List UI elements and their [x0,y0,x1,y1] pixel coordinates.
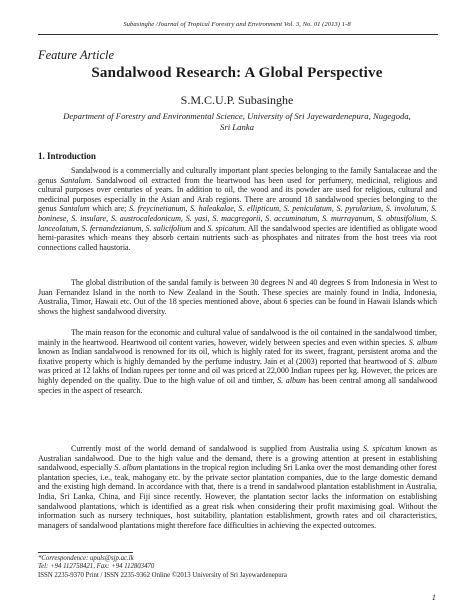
footnote-issn: ISSN 2235-9370 Print / ISSN 2235-9362 Online ©2013 University of Sri Jayewardenepura [38,572,287,579]
text-run: has been central among all sandalwood species in the aspect of research. [38,375,437,395]
header-divider [38,34,438,35]
text-run: Sandalwood oil extracted from the heartwood has been used for perfumery, medicinal, religious and cultural purposes over centuries of years. In addition to oil, the wood and its powder are used for religious, cultural and medicinal purposes especially in the Asian and Arab regions. There are around 18 sandalwood species belonging to the genus [38,175,437,214]
text-run: Currently most of the world demand of sandalwood is supplied from Australia using [71,444,363,453]
affiliation-line-1: Department of Forestry and Environmental Science, University of Sri Jayewardenepura, Nugegoda, [63,111,411,121]
affiliation-line-2: Sri Lanka [219,121,255,132]
italic-text-run: S. album [408,337,437,347]
text-run: The global distribution of the sandal family is between 30 degrees N and 40 degrees S from Indonesia in West to Juan Fernandez Island in the north to New Zealand in the South. These species are mainly found in India, Indonesia, Australia, Timor, Hawaii etc. Out of the 18 species mentioned above, about 6 species can be found in Hawaii Islands which shows the highest sandalwood diversity. [38,278,437,316]
text-run: The main reason for the economic and cultural value of sandalwood is the oil contained in the sandalwood timber, mainly in the heartwood. Heartwood oil content varies, however, widely between species and even within species. [38,328,437,347]
italic-text-run: Santalum [59,204,90,214]
text-run: was priced at 12 lakhs of Indian rupees per tonne and oil was priced at 22,000 Indian rupees per kg. However, the prices are highly depended on the quality. Due to the high value of oil and timber, [38,366,437,385]
paragraph-1 [38,166,437,252]
footnote-contact: Tel: +94 112758421, Fax: +94 112803470 [38,563,155,570]
italic-text-run: S. album [408,356,437,366]
text-run: known as Indian sandalwood is renowned for its oil, which is highly rated for its sweet, fragrant, persistent aroma and the fixative property which is highly demanded by the perfume industry. Jain et al (2003) reported that heartwood of [38,347,437,366]
text-run: and [191,223,208,233]
running-head: Subasinghe /Journal of Tropical Forestry and Environment Vol. 3, No. 01 (2013) 1-8 [123,21,351,28]
author-affiliation [50,111,424,132]
text-run: Sandalwood is a commercially and culturally important plant species belonging to the family Santalaceae and the genus [38,166,437,185]
paragraph-3 [38,328,437,395]
paragraph-4 [38,444,437,530]
italic-text-run: S. album [277,375,306,385]
text-run: All the sandalwood species are identified as obligate wood hemi-parasites which means they absorb certain nutrients such as phosphates and nitrates from the host trees via root connections called haustoria. [38,223,438,252]
text-run: which are; [89,204,130,214]
page-number: 1 [431,592,436,602]
italic-text-run: S. spicatum. [207,223,247,233]
italic-text-run: S. spicatum [362,444,402,453]
author-name: S.M.C.U.P. Subasinghe [180,93,294,107]
footnote-divider [38,552,133,553]
text-run: plantations in the tropical region including Sri Lanka over the most demanding other forest plantation species, i.e., teak, mahogany etc. by the private sector plantation companies, due to the large domestic demand and the existing high demand. In accordance with that, there is a trend in sandalwood plantation establishment in Australia, India, Sri Lanka, China, and Fiji since recently. However, the plantation sector lacks the information on establishing sandalwood plantations, which is identified as a great risk when considering their profit maximising goal. Without the information such as nursery techniques, host suitability, plantation establishment, growth rates and oil characteristics, managers of sandalwood plantations might therefore face difficulties in achieving the expected outcomes. [38,463,437,530]
italic-text-run: S. album [114,463,143,473]
footnote-correspondence: *Correspondence: upuls@sjp.ac.lk [38,555,134,562]
italic-text-run: S. freycinetianum, S. haleakalae, S. ellipticum, S. peniculatum, S. pyrularium, S. involutum, S. boninese, S. insulare, S. austrocaledonicum, S. yasi, S. macgregorii, S. accuminatum, S. murrayanum, S. obtusifolium, S. lanceolatum, S. fernandezianum, S. salicifolium [38,204,437,233]
italic-text-run: Santalum. [60,175,93,185]
text-run: known as Australian sandalwood. Due to the high value and the demand, there is a growing attention at present in establishing sandalwood, especially [38,444,437,473]
paragraph-2 [38,278,437,316]
section-heading: 1. Introduction [38,151,96,161]
section-label: Feature Article [38,48,115,62]
article-title: Sandalwood Research: A Global Perspective [91,65,383,81]
